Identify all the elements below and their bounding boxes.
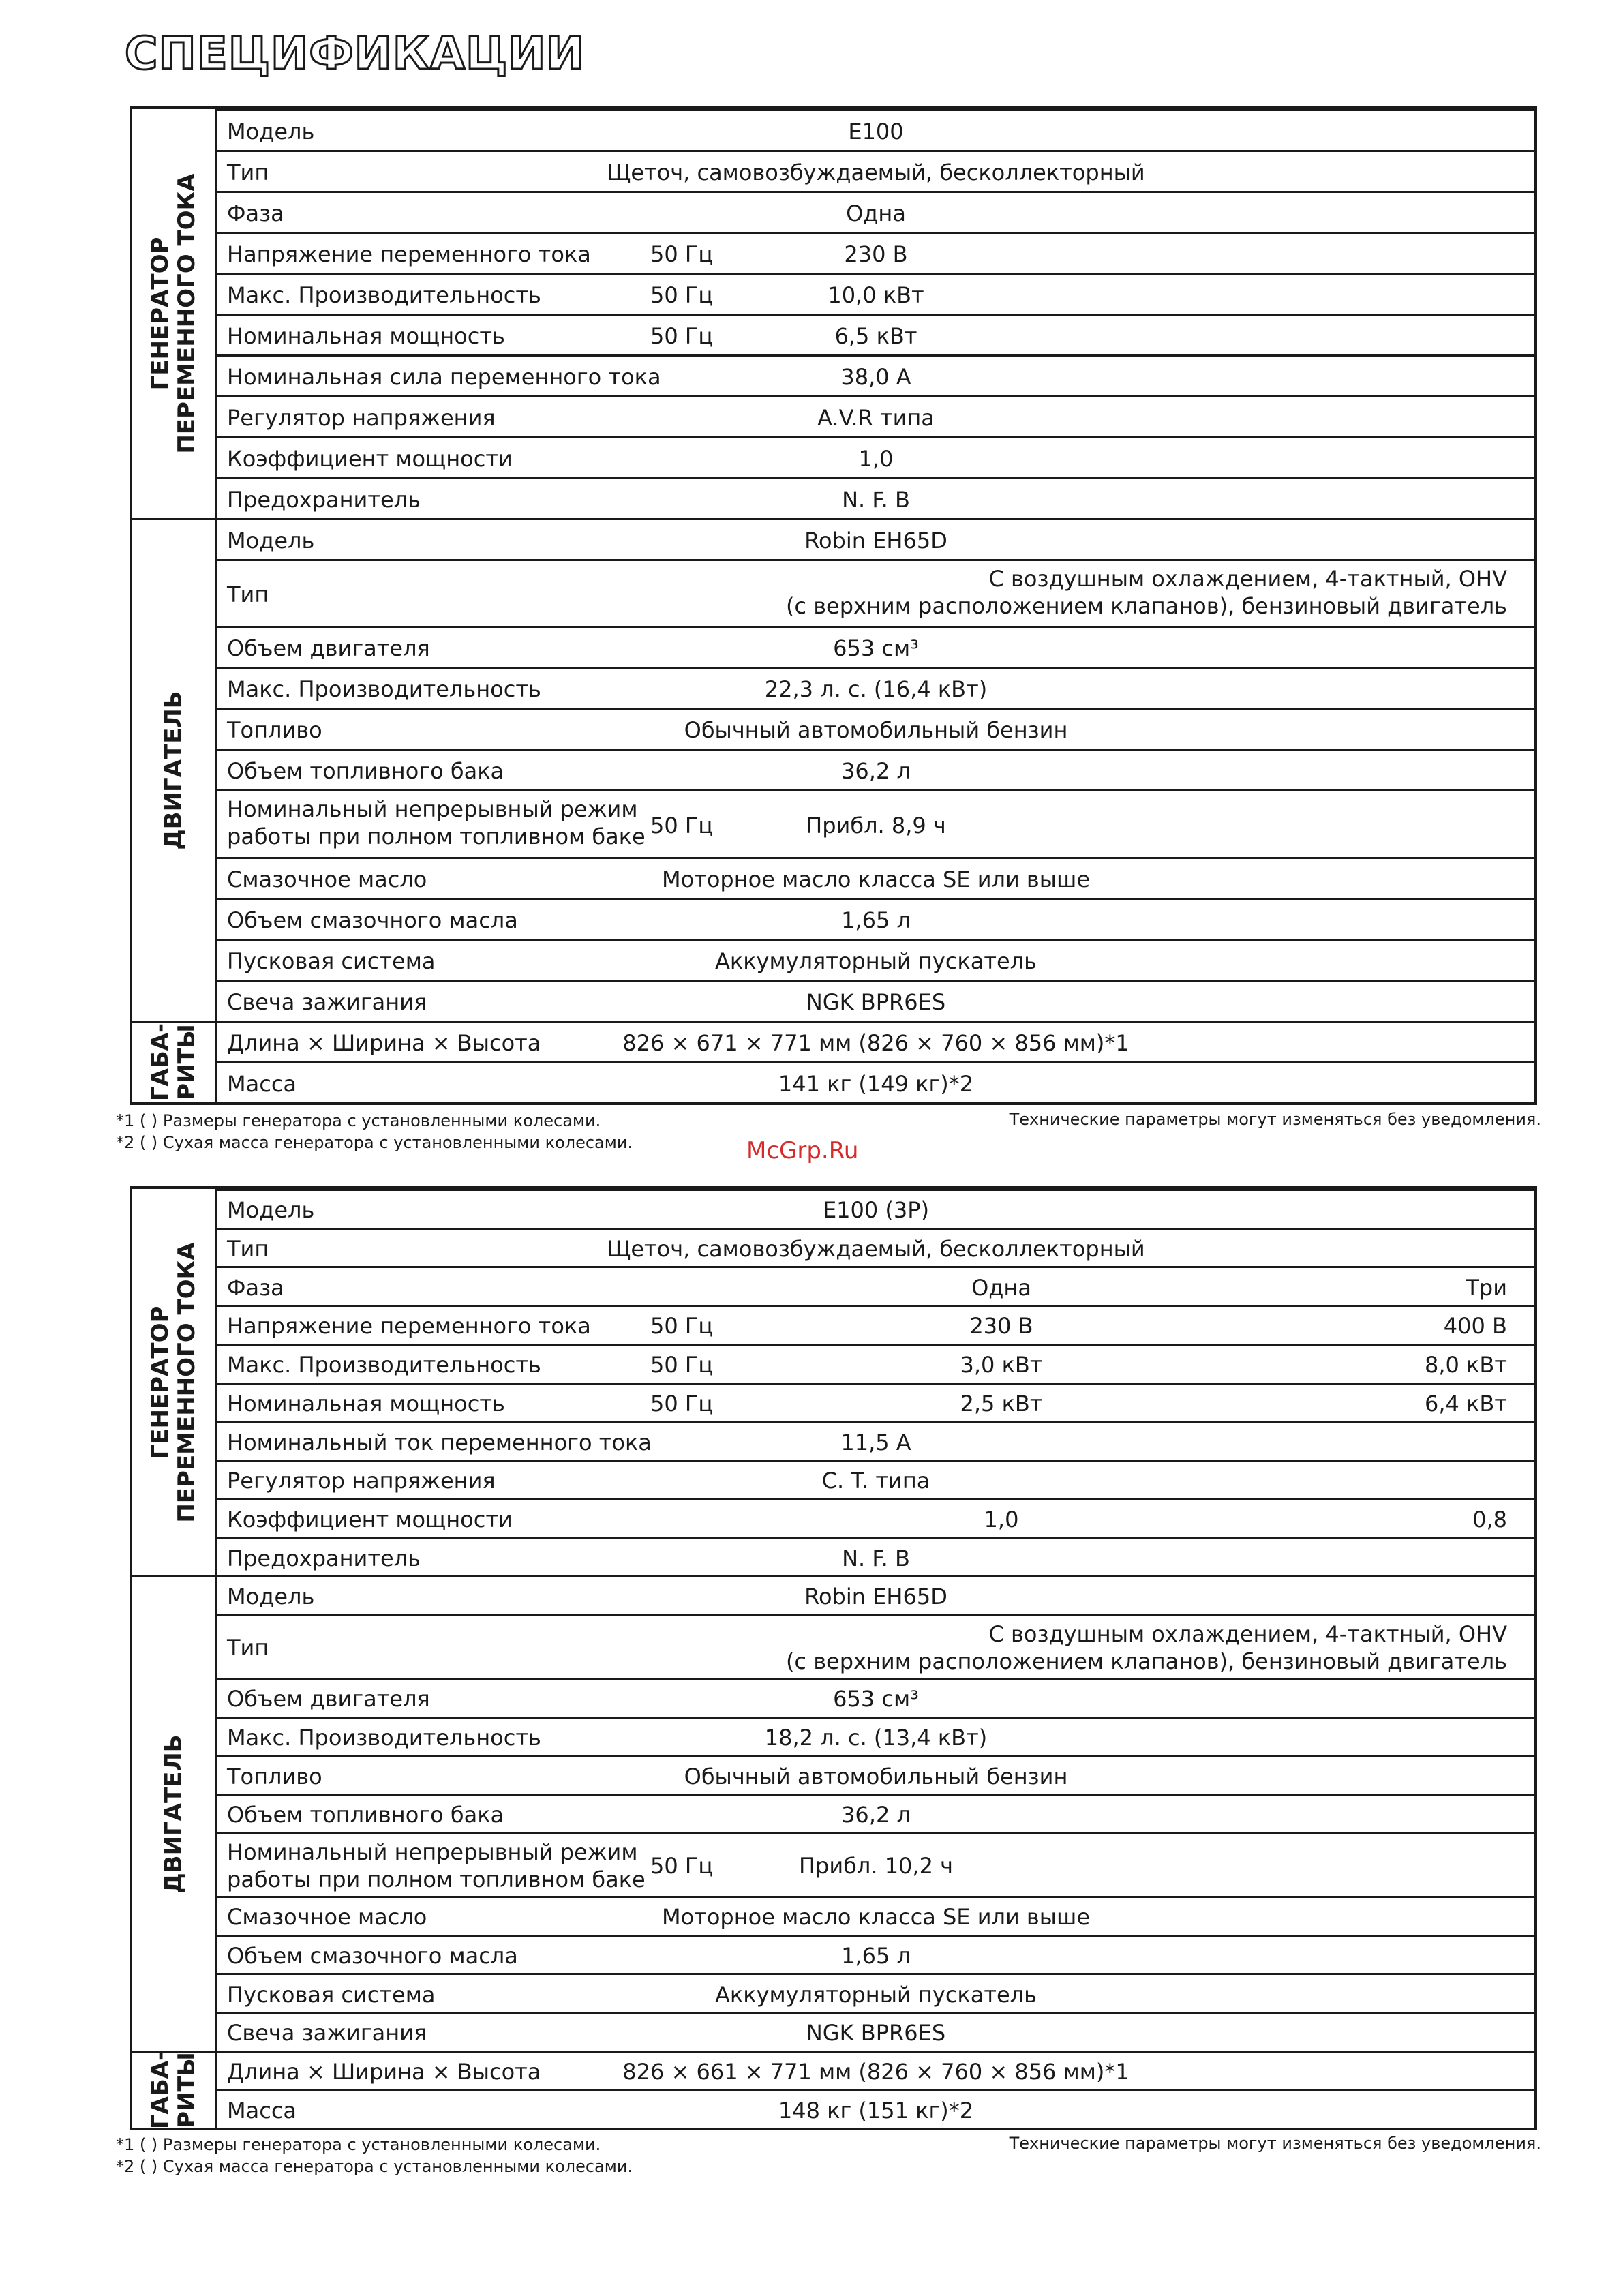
table-row — [217, 1575, 1534, 1614]
row-value: 148 кг (151 кг)*2 — [778, 2097, 974, 2124]
row-value: Прибл. 8,9 ч — [806, 812, 946, 839]
table-row — [217, 559, 1534, 626]
row-label: Макс. Производительность — [227, 1724, 541, 1751]
row-label: Фаза — [227, 1274, 284, 1301]
row-value: Одна — [846, 200, 906, 226]
table-row — [217, 857, 1534, 898]
row-label: Масса — [227, 1070, 297, 1097]
row-label: Пусковая система — [227, 1981, 436, 2008]
disclaimer: Технические параметры могут изменяться без уведомления. — [1009, 1110, 1541, 1129]
table-row — [217, 1973, 1534, 2012]
group-label: ГАБА- РИТЫ — [146, 1023, 200, 1102]
row-value: 653 см³ — [833, 635, 919, 662]
group-label: ДВИГАТЕЛЬ — [160, 1734, 187, 1894]
row-label: Номинальный ток переменного тока — [227, 1429, 652, 1455]
row-frequency: 50 Гц — [650, 1352, 714, 1378]
row-value: A.V.R типа — [817, 404, 935, 431]
row-label: Номинальный непрерывный режим — [227, 796, 638, 823]
table-row — [217, 1305, 1534, 1344]
group-generator — [132, 1189, 217, 1575]
table-row — [217, 789, 1534, 857]
table-row — [217, 477, 1534, 518]
footnotes-table-1 — [116, 1110, 633, 1153]
row-value: E100 — [848, 118, 904, 145]
row-value: 11,5 А — [840, 1429, 911, 1455]
row-value: С воздушным охлаждением, 4-тактный, OHV — [988, 565, 1507, 592]
row-value-three-phase: Три — [1466, 1274, 1507, 1301]
row-value: 36,2 л — [841, 1802, 911, 1828]
row-value: 653 см³ — [833, 1686, 919, 1712]
table-row — [217, 273, 1534, 314]
row-value: N. F. B — [842, 1545, 910, 1571]
row-label: Модель — [227, 118, 315, 145]
row-label: Объем двигателя — [227, 635, 430, 662]
row-value-line2: (с верхним расположением клапанов), бензиновый двигатель — [785, 1648, 1507, 1674]
row-label: Длина × Ширина × Высота — [227, 2058, 541, 2085]
row-value: NGK BPR6ES — [806, 989, 946, 1015]
row-label: Топливо — [227, 717, 322, 744]
row-label: Макс. Производительность — [227, 1352, 541, 1378]
table-row — [217, 1755, 1534, 1794]
group-dims — [132, 1021, 217, 1102]
row-label: Тип — [227, 1236, 269, 1263]
table-row — [217, 1935, 1534, 1974]
row-value: 1,65 л — [841, 907, 911, 933]
row-label: Номинальная мощность — [227, 322, 505, 349]
table-row — [217, 1614, 1534, 1678]
row-label: Смазочное масло — [227, 866, 427, 893]
table-row — [217, 1421, 1534, 1460]
row-value-three-phase: 0,8 — [1472, 1506, 1507, 1532]
row-value: C. T. типа — [821, 1468, 930, 1494]
table-row — [217, 314, 1534, 354]
row-label: Коэффициент мощности — [227, 445, 513, 472]
row-label: Номинальный непрерывный режим — [227, 1839, 638, 1865]
row-label: Макс. Производительность — [227, 282, 541, 308]
group-label: ГЕНЕРАТОР ПЕРЕМЕННОГО ТОКА — [146, 1241, 200, 1523]
group-dims — [132, 2051, 217, 2128]
row-label: Объем смазочного масла — [227, 1942, 518, 1969]
table-row — [217, 436, 1534, 477]
table-row — [217, 1498, 1534, 1537]
row-label: Модель — [227, 1197, 315, 1224]
table-row — [217, 1537, 1534, 1575]
table-row — [217, 232, 1534, 273]
row-label: Тип — [227, 159, 269, 185]
row-value: 230 В — [844, 241, 908, 267]
row-label: Модель — [227, 527, 315, 554]
footnote: *1 ( ) Размеры генератора с установленными колесами. — [116, 1111, 601, 1130]
table-row — [217, 1266, 1534, 1305]
table-row — [217, 1228, 1534, 1267]
row-frequency: 50 Гц — [650, 812, 714, 839]
table-row — [217, 2012, 1534, 2051]
row-value: 826 × 671 × 771 мм (826 × 760 × 856 мм)*1 — [622, 1029, 1129, 1056]
row-value: 141 кг (149 кг)*2 — [778, 1070, 974, 1097]
row-label: Номинальная мощность — [227, 1390, 505, 1417]
table-row — [217, 1717, 1534, 1755]
row-label: Фаза — [227, 200, 284, 226]
row-label: Напряжение переменного тока — [227, 241, 591, 267]
row-value-three-phase: 400 В — [1443, 1313, 1507, 1340]
table-row — [217, 191, 1534, 232]
table-row — [217, 2089, 1534, 2128]
table-row — [217, 749, 1534, 789]
group-generator — [132, 109, 217, 518]
table-row — [217, 1189, 1534, 1228]
footnote: *2 ( ) Сухая масса генератора с установленными колесами. — [116, 1133, 633, 1152]
row-value-single-phase: Одна — [971, 1274, 1031, 1301]
group-label: ГАБА- РИТЫ — [146, 2051, 200, 2129]
row-value: Моторное масло класса SE или выше — [662, 1904, 1090, 1931]
table-row — [217, 1678, 1534, 1717]
row-label: Тип — [227, 581, 269, 608]
table-row — [217, 518, 1534, 559]
table-row — [217, 109, 1534, 150]
row-label: Предохранитель — [227, 486, 421, 513]
row-label: Объем двигателя — [227, 1686, 430, 1712]
row-label: Коэффициент мощности — [227, 1506, 513, 1532]
row-value: 22,3 л. с. (16,4 кВт) — [764, 676, 988, 703]
table-row — [217, 626, 1534, 667]
row-value: Обычный автомобильный бензин — [684, 717, 1068, 744]
table-row — [217, 667, 1534, 708]
row-value-three-phase: 6,4 кВт — [1425, 1390, 1507, 1417]
table-row — [217, 1794, 1534, 1832]
row-value: 826 × 661 × 771 мм (826 × 760 × 856 мм)*1 — [622, 2058, 1129, 2085]
row-label: Пусковая система — [227, 948, 436, 974]
row-value: 10,0 кВт — [828, 282, 924, 308]
row-value: 18,2 л. с. (13,4 кВт) — [764, 1724, 988, 1751]
table-row — [217, 980, 1534, 1021]
group-label: ДВИГАТЕЛЬ — [160, 691, 187, 850]
row-value: 38,0 А — [840, 363, 911, 390]
group-engine — [132, 518, 217, 1021]
row-label: Предохранитель — [227, 1545, 421, 1571]
footnote: *2 ( ) Сухая масса генератора с установленными колесами. — [116, 2157, 633, 2176]
row-label: Масса — [227, 2097, 297, 2124]
row-value-single-phase: 1,0 — [984, 1506, 1019, 1532]
row-label-line2: работы при полном топливном баке — [227, 1866, 646, 1892]
row-value: С воздушным охлаждением, 4-тактный, OHV — [988, 1620, 1507, 1647]
row-value-single-phase: 230 В — [969, 1313, 1033, 1340]
table-row — [217, 708, 1534, 749]
table-row — [217, 1021, 1534, 1061]
disclaimer: Технические параметры могут изменяться без уведомления. — [1009, 2134, 1541, 2153]
row-value: NGK BPR6ES — [806, 2020, 946, 2046]
row-value: E100 (3P) — [822, 1197, 930, 1224]
table-row — [217, 1896, 1534, 1935]
spec-table-e100 — [130, 106, 1537, 1105]
table-row — [217, 150, 1534, 191]
table-row — [217, 354, 1534, 395]
row-value-three-phase: 8,0 кВт — [1425, 1352, 1507, 1378]
footnotes-table-2 — [116, 2134, 633, 2177]
row-label: Объем топливного бака — [227, 1802, 504, 1828]
row-label: Свеча зажигания — [227, 2020, 427, 2046]
table-row — [217, 1383, 1534, 1421]
group-label: ГЕНЕРАТОР ПЕРЕМЕННОГО ТОКА — [146, 173, 200, 454]
row-value: 36,2 л — [841, 758, 911, 785]
row-label: Длина × Ширина × Высота — [227, 1029, 541, 1056]
row-value: Обычный автомобильный бензин — [684, 1763, 1068, 1789]
row-frequency: 50 Гц — [650, 1853, 714, 1879]
row-frequency: 50 Гц — [650, 1313, 714, 1340]
table-row — [217, 1344, 1534, 1383]
row-label: Объем топливного бака — [227, 758, 504, 785]
table-row — [217, 2051, 1534, 2089]
row-label: Макс. Производительность — [227, 676, 541, 703]
row-label-line2: работы при полном топливном баке — [227, 824, 646, 850]
row-label: Смазочное масло — [227, 1904, 427, 1931]
row-value: 1,65 л — [841, 1942, 911, 1969]
row-label: Объем смазочного масла — [227, 907, 518, 933]
watermark[interactable]: McGrp.Ru — [746, 1137, 859, 1164]
row-label: Тип — [227, 1635, 269, 1661]
group-engine — [132, 1575, 217, 2051]
row-label: Свеча зажигания — [227, 989, 427, 1015]
row-value-single-phase: 2,5 кВт — [960, 1390, 1043, 1417]
footnote: *1 ( ) Размеры генератора с установленными колесами. — [116, 2135, 601, 2154]
row-value: Robin EH65D — [804, 527, 947, 554]
row-value: Моторное масло класса SE или выше — [662, 866, 1090, 893]
row-value: Прибл. 10,2 ч — [798, 1853, 954, 1879]
spec-table-e100-3p — [130, 1186, 1537, 2130]
row-value: Аккумуляторный пускатель — [715, 948, 1037, 974]
table-row — [217, 1061, 1534, 1102]
row-value-single-phase: 3,0 кВт — [960, 1352, 1043, 1378]
page-title: СПЕЦИФИКАЦИИ — [125, 27, 585, 80]
row-frequency: 50 Гц — [650, 1390, 714, 1417]
row-frequency: 50 Гц — [650, 282, 714, 308]
row-label: Напряжение переменного тока — [227, 1313, 591, 1340]
row-value-line2: (с верхним расположением клапанов), бензиновый двигатель — [785, 592, 1507, 619]
row-value: Robin EH65D — [804, 1584, 947, 1610]
row-value: 1,0 — [858, 445, 894, 472]
row-label: Топливо — [227, 1763, 322, 1789]
row-value: Щеточ, самовозбуждаемый, бесколлекторный — [607, 159, 1145, 185]
row-frequency: 50 Гц — [650, 241, 714, 267]
row-frequency: 50 Гц — [650, 322, 714, 349]
row-label: Регулятор напряжения — [227, 1468, 496, 1494]
row-label: Модель — [227, 1584, 315, 1610]
table-row — [217, 395, 1534, 436]
row-label: Номинальная сила переменного тока — [227, 363, 661, 390]
row-value: Щеточ, самовозбуждаемый, бесколлекторный — [607, 1236, 1145, 1263]
row-label: Регулятор напряжения — [227, 404, 496, 431]
table-row — [217, 898, 1534, 939]
row-value: Аккумуляторный пускатель — [715, 1981, 1037, 2008]
row-value: N. F. B — [842, 486, 910, 513]
row-value: 6,5 кВт — [834, 322, 917, 349]
table-row — [217, 1832, 1534, 1896]
table-row — [217, 939, 1534, 980]
table-row — [217, 1460, 1534, 1498]
